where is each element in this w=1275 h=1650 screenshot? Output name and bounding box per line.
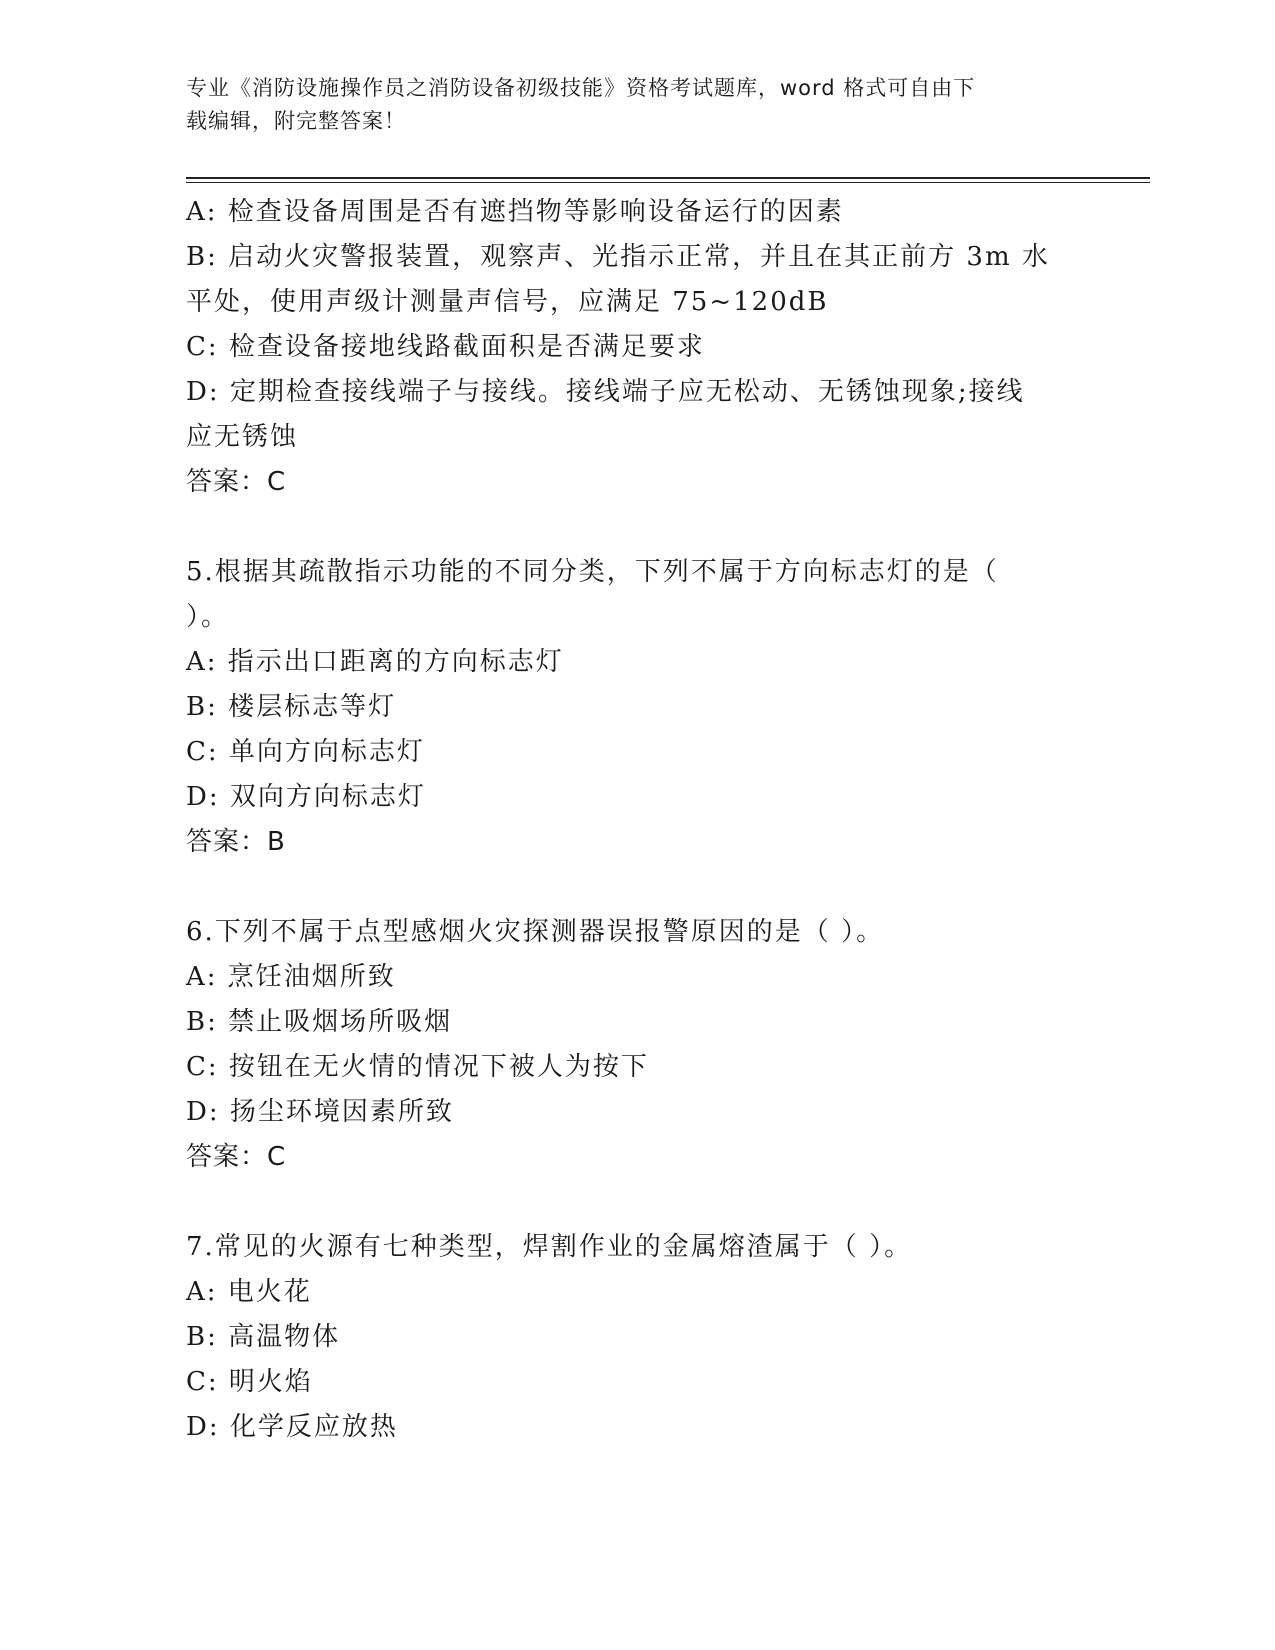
option-a: A: 烹饪油烟所致 (186, 962, 396, 992)
question-list (186, 190, 1066, 1450)
option-b: B: 高温物体 (186, 1322, 341, 1352)
option-d-continued: 应无锈蚀 (186, 422, 299, 452)
question-7 (186, 1225, 1066, 1450)
option-c: C: 检查设备接地线路截面积是否满足要求 (186, 332, 705, 362)
option-d: D: 扬尘环境因素所致 (186, 1097, 454, 1127)
option-d: D: 定期检查接线端子与接线。接线端子应无松动、无锈蚀现象;接线 (186, 377, 1025, 407)
spacer (186, 1180, 1066, 1225)
option-a: A: 电火花 (186, 1277, 312, 1307)
answer: 答案：C (186, 467, 287, 497)
answer: 答案：B (186, 827, 286, 857)
question-text: 5.根据其疏散指示功能的不同分类，下列不属于方向标志灯的是（ (186, 557, 999, 587)
answer: 答案：C (186, 1142, 287, 1172)
question-4 (186, 190, 1066, 505)
option-b: B: 启动火灾警报装置，观察声、光指示正常，并且在其正前方 3m 水 (186, 242, 1050, 272)
option-b: B: 楼层标志等灯 (186, 692, 397, 722)
option-c: C: 按钮在无火情的情况下被人为按下 (186, 1052, 649, 1082)
question-text-continued: ）。 (186, 602, 230, 632)
option-d: D: 双向方向标志灯 (186, 782, 426, 812)
document-header (186, 72, 1066, 138)
option-b-continued: 平处，使用声级计测量声信号，应满足 75~120dB (186, 287, 829, 317)
header-rule-thin (186, 182, 1150, 183)
option-a: A: 检查设备周围是否有遮挡物等影响设备运行的因素 (186, 197, 844, 227)
header-line-1: 专业《消防设施操作员之消防设备初级技能》资格考试题库，word 格式可自由下 (186, 76, 976, 100)
option-a: A: 指示出口距离的方向标志灯 (186, 647, 564, 677)
question-5 (186, 550, 1066, 865)
option-d: D: 化学反应放热 (186, 1412, 398, 1442)
question-text: 6.下列不属于点型感烟火灾探测器误报警原因的是（ ）。 (186, 917, 885, 947)
option-c: C: 明火焰 (186, 1367, 313, 1397)
option-b: B: 禁止吸烟场所吸烟 (186, 1007, 453, 1037)
header-line-2: 载编辑，附完整答案！ (186, 109, 406, 133)
spacer (186, 865, 1066, 910)
header-rule-thick (186, 177, 1150, 179)
option-c: C: 单向方向标志灯 (186, 737, 425, 767)
question-text: 7.常见的火源有七种类型，焊割作业的金属熔渣属于（ ）。 (186, 1232, 913, 1262)
spacer (186, 505, 1066, 550)
question-6 (186, 910, 1066, 1180)
